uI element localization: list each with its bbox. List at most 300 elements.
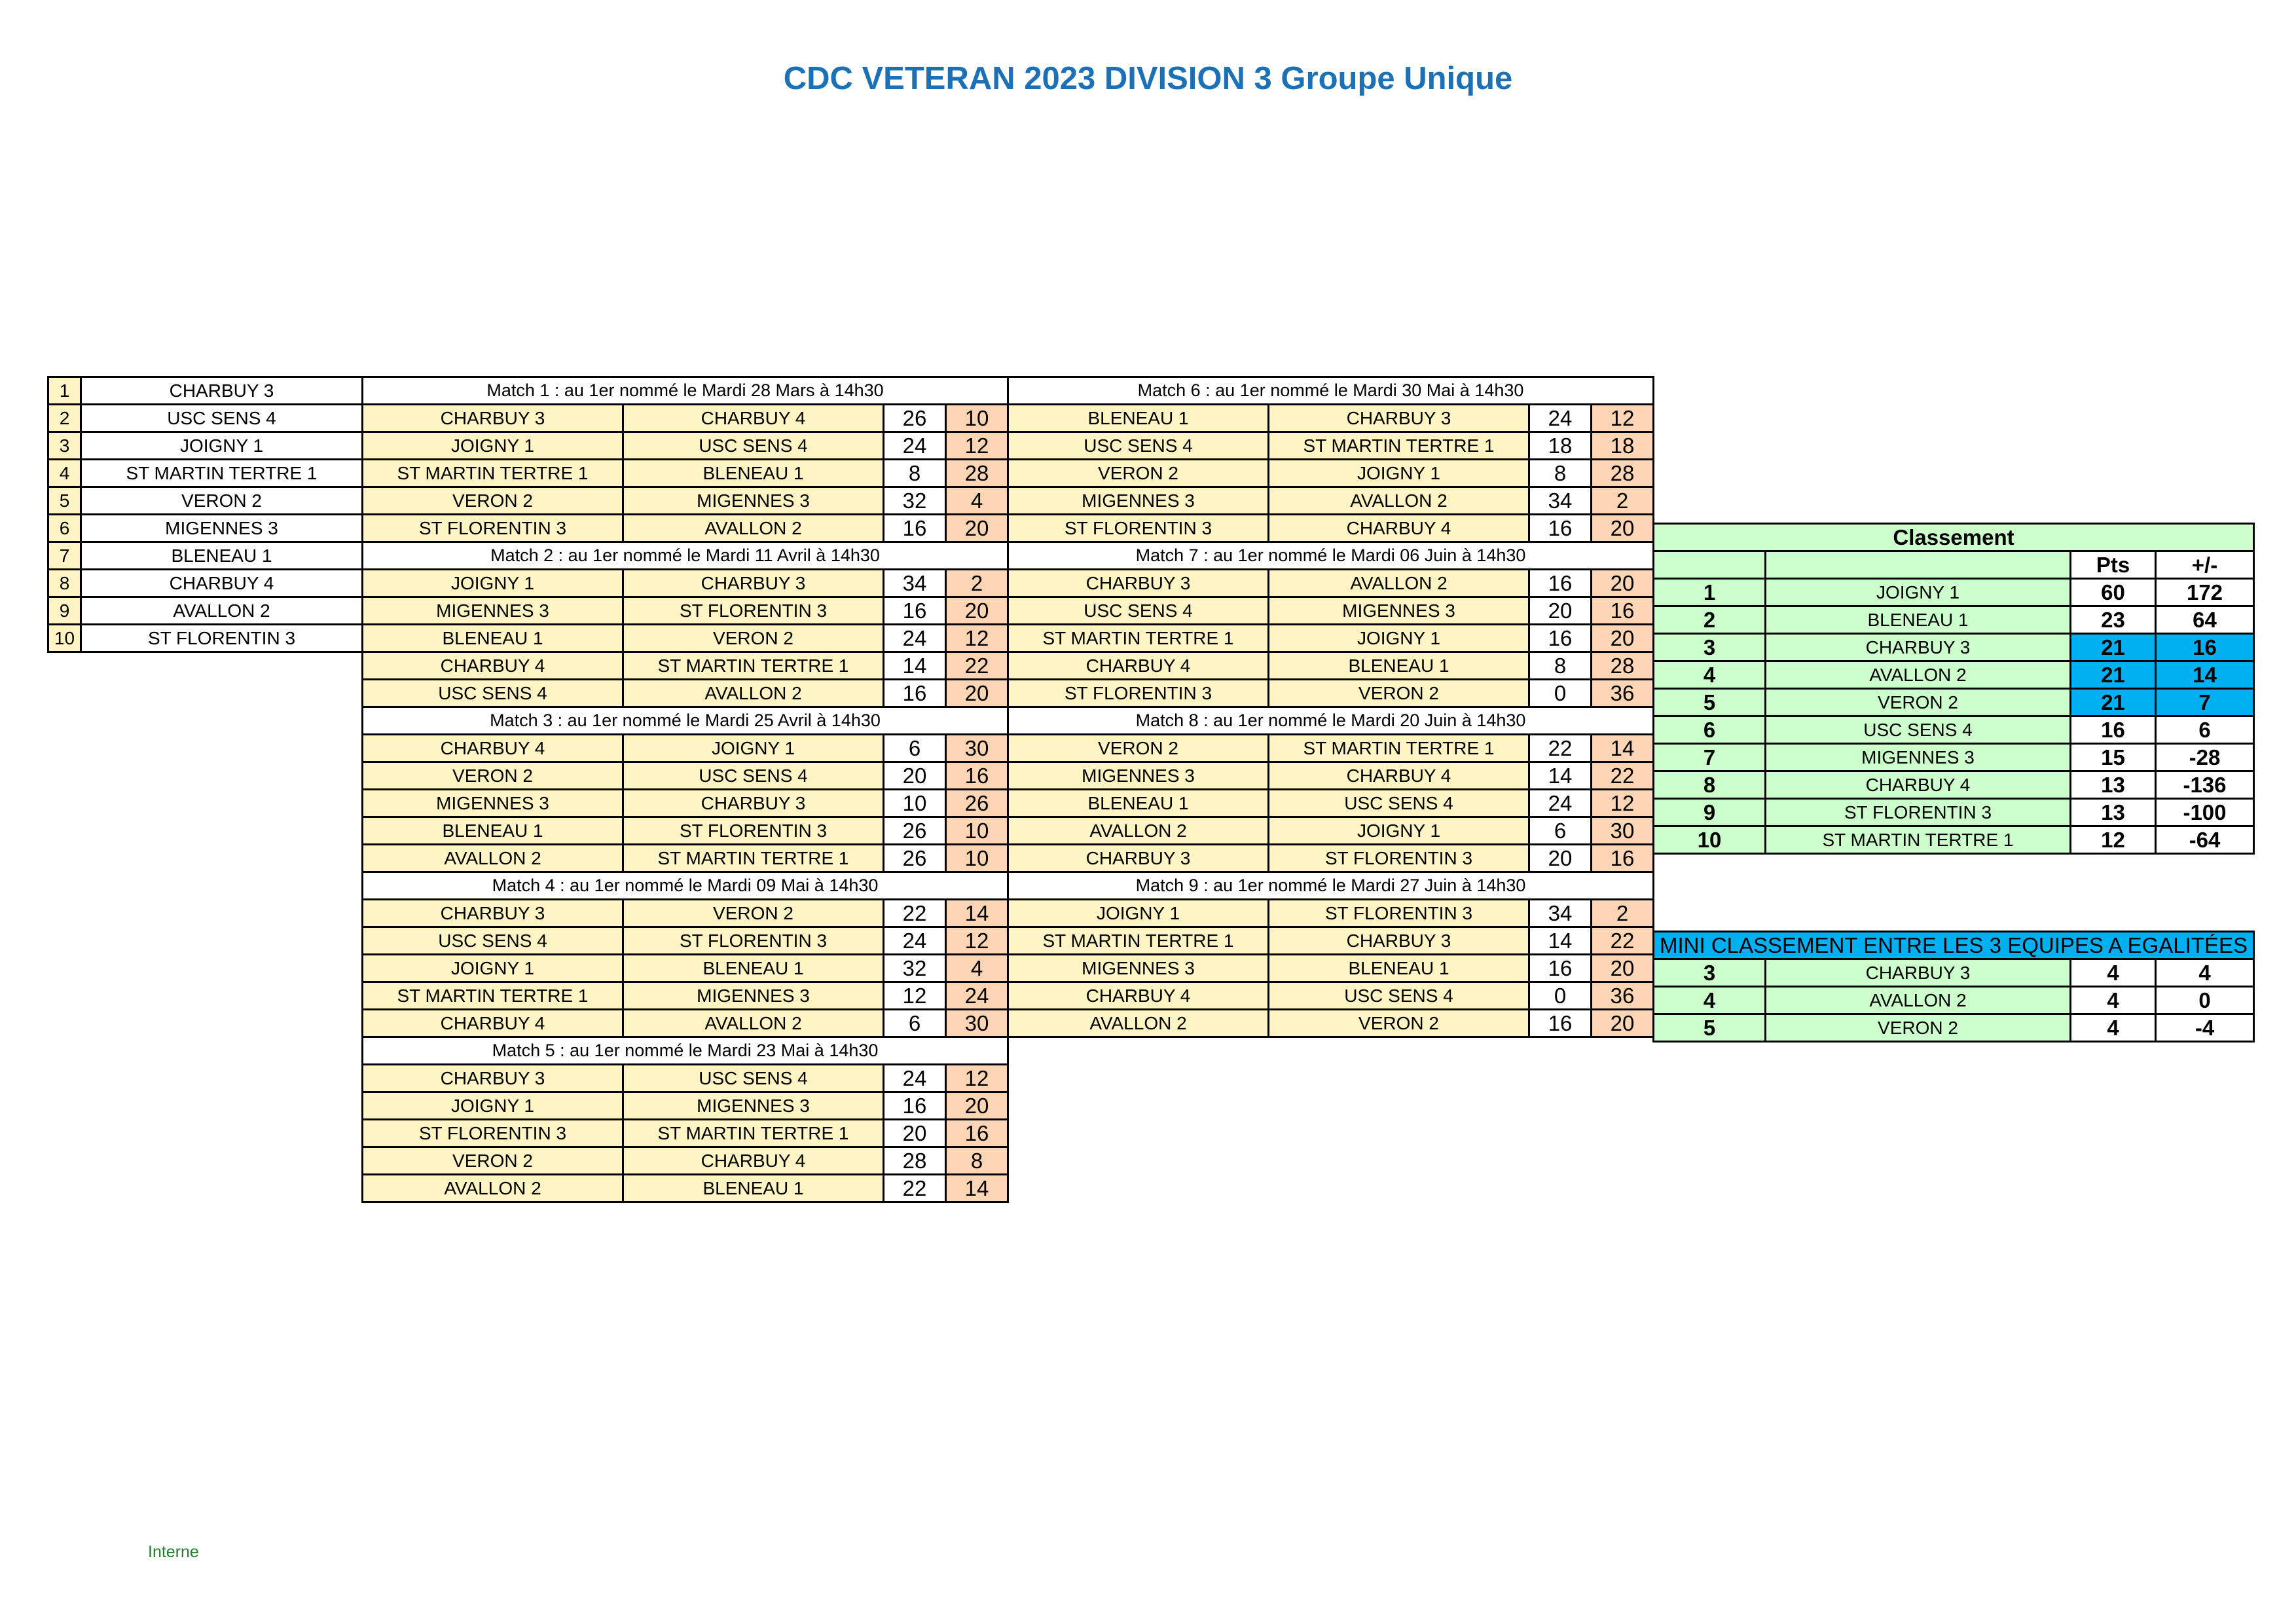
home-score: 18 (1529, 432, 1592, 460)
game-row (363, 405, 1008, 432)
home-team: JOIGNY 1 (363, 955, 623, 982)
team-row (48, 625, 363, 652)
home-score: 24 (884, 625, 946, 652)
away-score: 22 (1592, 762, 1654, 790)
match-header: Match 1 : au 1er nommé le Mardi 28 Mars à 14h30 (363, 377, 1008, 405)
home-score: 34 (884, 570, 946, 597)
game-row (1008, 432, 1654, 460)
team-name: USC SENS 4 (81, 405, 363, 432)
home-team: BLENEAU 1 (1008, 790, 1269, 817)
away-score: 20 (946, 597, 1008, 625)
game-row (363, 432, 1008, 460)
team-row (48, 460, 363, 487)
home-score: 22 (884, 900, 946, 927)
match-header: Match 6 : au 1er nommé le Mardi 30 Mai à 14h30 (1008, 377, 1654, 405)
away-score: 20 (946, 1092, 1008, 1120)
home-team: ST FLORENTIN 3 (363, 1120, 623, 1147)
classement-row (1654, 606, 2254, 634)
home-score: 10 (884, 790, 946, 817)
away-score: 28 (946, 460, 1008, 487)
header-pts: Pts (2071, 551, 2156, 579)
away-team: CHARBUY 3 (1269, 405, 1529, 432)
game-row (363, 1010, 1008, 1037)
home-score: 6 (884, 735, 946, 762)
game-row (363, 1120, 1008, 1147)
game-row (363, 762, 1008, 790)
mini-title-row (1654, 932, 2254, 959)
game-row (363, 570, 1008, 597)
rank-position: 10 (1654, 826, 1766, 854)
home-team: CHARBUY 4 (1008, 982, 1269, 1010)
away-score: 10 (946, 845, 1008, 872)
home-team: CHARBUY 3 (1008, 570, 1269, 597)
match-header-row (363, 377, 1008, 405)
home-team: VERON 2 (363, 1147, 623, 1175)
home-team: USC SENS 4 (363, 927, 623, 955)
home-score: 16 (1529, 515, 1592, 542)
away-score: 2 (1592, 487, 1654, 515)
rank-diff: -100 (2156, 799, 2254, 826)
away-score: 20 (946, 680, 1008, 707)
away-score: 22 (1592, 927, 1654, 955)
team-number: 4 (48, 460, 81, 487)
rank-points: 13 (2071, 799, 2156, 826)
home-score: 24 (884, 432, 946, 460)
home-team: JOIGNY 1 (1008, 900, 1269, 927)
rank-team: CHARBUY 3 (1766, 634, 2071, 661)
team-row (48, 515, 363, 542)
teams-table (47, 376, 363, 653)
away-score: 4 (946, 487, 1008, 515)
home-team: AVALLON 2 (363, 1175, 623, 1202)
team-number: 6 (48, 515, 81, 542)
rank-diff: 64 (2156, 606, 2254, 634)
rank-points: 15 (2071, 744, 2156, 771)
away-score: 20 (1592, 515, 1654, 542)
away-team: BLENEAU 1 (623, 460, 884, 487)
rank-team: ST FLORENTIN 3 (1766, 799, 2071, 826)
team-name: CHARBUY 4 (81, 570, 363, 597)
rank-points: 21 (2071, 689, 2156, 716)
home-score: 16 (1529, 1010, 1592, 1037)
away-team: VERON 2 (1269, 680, 1529, 707)
match-header: Match 2 : au 1er nommé le Mardi 11 Avril à 14h30 (363, 542, 1008, 570)
away-team: AVALLON 2 (623, 1010, 884, 1037)
team-number: 10 (48, 625, 81, 652)
home-team: AVALLON 2 (1008, 817, 1269, 845)
away-team: VERON 2 (623, 900, 884, 927)
home-team: AVALLON 2 (1008, 1010, 1269, 1037)
home-score: 20 (1529, 845, 1592, 872)
home-score: 24 (884, 927, 946, 955)
game-row (1008, 900, 1654, 927)
rank-position: 2 (1654, 606, 1766, 634)
matches-table-right (1007, 376, 1654, 1038)
classement-row (1654, 826, 2254, 854)
mini-team: VERON 2 (1766, 1014, 2071, 1042)
matches-table-left (361, 376, 1009, 1203)
home-score: 24 (1529, 790, 1592, 817)
game-row (1008, 845, 1654, 872)
home-team: MIGENNES 3 (1008, 762, 1269, 790)
rank-team: USC SENS 4 (1766, 716, 2071, 744)
game-row (363, 927, 1008, 955)
game-row (363, 680, 1008, 707)
team-row (48, 405, 363, 432)
away-team: BLENEAU 1 (623, 1175, 884, 1202)
match-header: Match 5 : au 1er nommé le Mardi 23 Mai à 14h30 (363, 1037, 1008, 1065)
away-score: 12 (1592, 405, 1654, 432)
home-score: 22 (1529, 735, 1592, 762)
game-row (363, 487, 1008, 515)
team-number: 3 (48, 432, 81, 460)
away-team: VERON 2 (623, 625, 884, 652)
rank-team: VERON 2 (1766, 689, 2071, 716)
away-team: BLENEAU 1 (1269, 955, 1529, 982)
page-title: CDC VETERAN 2023 DIVISION 3 Groupe Unique (783, 61, 1513, 96)
game-row (1008, 817, 1654, 845)
away-score: 12 (946, 432, 1008, 460)
home-score: 16 (1529, 570, 1592, 597)
away-team: ST FLORENTIN 3 (1269, 900, 1529, 927)
away-score: 30 (946, 1010, 1008, 1037)
home-team: CHARBUY 4 (1008, 652, 1269, 680)
home-score: 20 (884, 1120, 946, 1147)
rank-team: JOIGNY 1 (1766, 579, 2071, 606)
home-score: 14 (1529, 927, 1592, 955)
rank-team: AVALLON 2 (1766, 661, 2071, 689)
rank-diff: 16 (2156, 634, 2254, 661)
mini-position: 4 (1654, 987, 1766, 1014)
classement-row (1654, 579, 2254, 606)
away-score: 20 (1592, 570, 1654, 597)
rank-diff: 172 (2156, 579, 2254, 606)
classement-row (1654, 689, 2254, 716)
game-row (363, 652, 1008, 680)
classement-table (1652, 523, 2255, 855)
rank-points: 12 (2071, 826, 2156, 854)
home-team: VERON 2 (1008, 735, 1269, 762)
game-row (1008, 982, 1654, 1010)
home-score: 28 (884, 1147, 946, 1175)
home-score: 24 (1529, 405, 1592, 432)
home-team: CHARBUY 3 (1008, 845, 1269, 872)
match-header-row (363, 707, 1008, 735)
rank-points: 13 (2071, 771, 2156, 799)
game-row (1008, 790, 1654, 817)
home-team: AVALLON 2 (363, 845, 623, 872)
home-score: 16 (884, 1092, 946, 1120)
game-row (1008, 762, 1654, 790)
game-row (363, 900, 1008, 927)
team-name: BLENEAU 1 (81, 542, 363, 570)
home-team: VERON 2 (1008, 460, 1269, 487)
classement-row (1654, 744, 2254, 771)
home-score: 16 (1529, 625, 1592, 652)
team-number: 1 (48, 377, 81, 405)
home-score: 8 (884, 460, 946, 487)
away-team: AVALLON 2 (623, 515, 884, 542)
game-row (1008, 515, 1654, 542)
match-header: Match 3 : au 1er nommé le Mardi 25 Avril à 14h30 (363, 707, 1008, 735)
home-team: BLENEAU 1 (363, 817, 623, 845)
away-team: ST FLORENTIN 3 (623, 817, 884, 845)
away-team: ST MARTIN TERTRE 1 (623, 652, 884, 680)
away-score: 28 (1592, 460, 1654, 487)
game-row (1008, 597, 1654, 625)
rank-position: 9 (1654, 799, 1766, 826)
game-row (1008, 955, 1654, 982)
mini-diff: 0 (2156, 987, 2254, 1014)
match-header: Match 9 : au 1er nommé le Mardi 27 Juin à 14h30 (1008, 872, 1654, 900)
away-score: 10 (946, 817, 1008, 845)
team-name: CHARBUY 3 (81, 377, 363, 405)
away-team: MIGENNES 3 (623, 487, 884, 515)
home-team: VERON 2 (363, 762, 623, 790)
away-team: MIGENNES 3 (623, 982, 884, 1010)
game-row (363, 735, 1008, 762)
mini-classement-title: MINI CLASSEMENT ENTRE LES 3 EQUIPES A EGALITÉES (1654, 932, 2254, 959)
team-row (48, 542, 363, 570)
away-score: 14 (946, 900, 1008, 927)
rank-position: 6 (1654, 716, 1766, 744)
home-team: CHARBUY 4 (363, 1010, 623, 1037)
home-team: ST FLORENTIN 3 (363, 515, 623, 542)
game-row (363, 1175, 1008, 1202)
rank-team: MIGENNES 3 (1766, 744, 2071, 771)
home-team: VERON 2 (363, 487, 623, 515)
away-score: 20 (946, 515, 1008, 542)
home-score: 26 (884, 405, 946, 432)
home-score: 6 (884, 1010, 946, 1037)
mini-points: 4 (2071, 1014, 2156, 1042)
home-team: MIGENNES 3 (1008, 487, 1269, 515)
home-score: 20 (1529, 597, 1592, 625)
away-team: USC SENS 4 (1269, 982, 1529, 1010)
rank-diff: 7 (2156, 689, 2254, 716)
header-diff: +/- (2156, 551, 2254, 579)
team-name: ST MARTIN TERTRE 1 (81, 460, 363, 487)
header-blank (1766, 551, 2071, 579)
away-team: ST FLORENTIN 3 (623, 927, 884, 955)
classement-row (1654, 799, 2254, 826)
home-team: ST MARTIN TERTRE 1 (363, 460, 623, 487)
home-score: 12 (884, 982, 946, 1010)
home-team: MIGENNES 3 (363, 790, 623, 817)
game-row (363, 790, 1008, 817)
mini-diff: -4 (2156, 1014, 2254, 1042)
away-score: 22 (946, 652, 1008, 680)
classement-row (1654, 771, 2254, 799)
mini-diff: 4 (2156, 959, 2254, 987)
game-row (363, 515, 1008, 542)
home-team: ST FLORENTIN 3 (1008, 680, 1269, 707)
rank-points: 16 (2071, 716, 2156, 744)
away-team: ST MARTIN TERTRE 1 (1269, 432, 1529, 460)
game-row (363, 625, 1008, 652)
team-row (48, 432, 363, 460)
game-row (1008, 625, 1654, 652)
away-team: ST FLORENTIN 3 (1269, 845, 1529, 872)
away-score: 10 (946, 405, 1008, 432)
rank-position: 5 (1654, 689, 1766, 716)
away-score: 30 (1592, 817, 1654, 845)
away-score: 18 (1592, 432, 1654, 460)
away-team: CHARBUY 3 (623, 570, 884, 597)
team-row (48, 377, 363, 405)
home-team: BLENEAU 1 (1008, 405, 1269, 432)
away-score: 20 (1592, 955, 1654, 982)
rank-team: BLENEAU 1 (1766, 606, 2071, 634)
away-score: 8 (946, 1147, 1008, 1175)
rank-team: ST MARTIN TERTRE 1 (1766, 826, 2071, 854)
mini-points: 4 (2071, 959, 2156, 987)
match-header-row (363, 542, 1008, 570)
home-team: CHARBUY 3 (363, 900, 623, 927)
home-score: 0 (1529, 982, 1592, 1010)
away-team: USC SENS 4 (623, 432, 884, 460)
home-score: 8 (1529, 652, 1592, 680)
away-team: AVALLON 2 (623, 680, 884, 707)
away-team: CHARBUY 3 (1269, 927, 1529, 955)
away-score: 12 (946, 927, 1008, 955)
home-team: USC SENS 4 (1008, 432, 1269, 460)
away-score: 14 (946, 1175, 1008, 1202)
team-name: VERON 2 (81, 487, 363, 515)
away-score: 4 (946, 955, 1008, 982)
home-score: 26 (884, 817, 946, 845)
away-score: 36 (1592, 982, 1654, 1010)
match-header-row (1008, 542, 1654, 570)
away-team: CHARBUY 4 (623, 1147, 884, 1175)
match-header-row (363, 1037, 1008, 1065)
game-row (1008, 487, 1654, 515)
home-score: 34 (1529, 487, 1592, 515)
away-score: 12 (946, 625, 1008, 652)
game-row (363, 460, 1008, 487)
home-team: CHARBUY 3 (363, 1065, 623, 1092)
team-number: 5 (48, 487, 81, 515)
match-header: Match 7 : au 1er nommé le Mardi 06 Juin à 14h30 (1008, 542, 1654, 570)
home-team: USC SENS 4 (363, 680, 623, 707)
away-team: CHARBUY 4 (1269, 762, 1529, 790)
game-row (1008, 735, 1654, 762)
away-team: JOIGNY 1 (1269, 625, 1529, 652)
away-team: ST FLORENTIN 3 (623, 597, 884, 625)
away-team: ST MARTIN TERTRE 1 (623, 845, 884, 872)
game-row (1008, 927, 1654, 955)
mini-row (1654, 987, 2254, 1014)
home-score: 14 (884, 652, 946, 680)
home-team: ST MARTIN TERTRE 1 (363, 982, 623, 1010)
away-score: 2 (1592, 900, 1654, 927)
rank-team: CHARBUY 4 (1766, 771, 2071, 799)
away-team: ST MARTIN TERTRE 1 (1269, 735, 1529, 762)
home-team: ST MARTIN TERTRE 1 (1008, 625, 1269, 652)
classement-row (1654, 634, 2254, 661)
rank-position: 7 (1654, 744, 1766, 771)
game-row (363, 597, 1008, 625)
classement-title-row (1654, 524, 2254, 551)
away-team: CHARBUY 4 (1269, 515, 1529, 542)
rank-points: 21 (2071, 661, 2156, 689)
rank-diff: -136 (2156, 771, 2254, 799)
match-header: Match 4 : au 1er nommé le Mardi 09 Mai à 14h30 (363, 872, 1008, 900)
away-team: USC SENS 4 (1269, 790, 1529, 817)
away-team: AVALLON 2 (1269, 570, 1529, 597)
rank-points: 21 (2071, 634, 2156, 661)
home-team: CHARBUY 4 (363, 652, 623, 680)
away-team: MIGENNES 3 (623, 1092, 884, 1120)
mini-team: AVALLON 2 (1766, 987, 2071, 1014)
home-score: 32 (884, 955, 946, 982)
game-row (1008, 1010, 1654, 1037)
mini-position: 5 (1654, 1014, 1766, 1042)
match-header-row (1008, 377, 1654, 405)
team-name: AVALLON 2 (81, 597, 363, 625)
home-score: 0 (1529, 680, 1592, 707)
away-team: USC SENS 4 (623, 762, 884, 790)
game-row (363, 1147, 1008, 1175)
away-score: 20 (1592, 625, 1654, 652)
away-team: BLENEAU 1 (623, 955, 884, 982)
mini-team: CHARBUY 3 (1766, 959, 2071, 987)
game-row (363, 982, 1008, 1010)
home-score: 32 (884, 487, 946, 515)
match-header-row (1008, 707, 1654, 735)
away-score: 28 (1592, 652, 1654, 680)
away-score: 16 (946, 762, 1008, 790)
away-score: 16 (1592, 597, 1654, 625)
home-score: 26 (884, 845, 946, 872)
away-team: CHARBUY 3 (623, 790, 884, 817)
game-row (363, 817, 1008, 845)
home-team: MIGENNES 3 (363, 597, 623, 625)
classement-row (1654, 661, 2254, 689)
team-name: MIGENNES 3 (81, 515, 363, 542)
away-team: BLENEAU 1 (1269, 652, 1529, 680)
away-team: USC SENS 4 (623, 1065, 884, 1092)
away-score: 24 (946, 982, 1008, 1010)
away-score: 12 (1592, 790, 1654, 817)
game-row (363, 955, 1008, 982)
team-row (48, 570, 363, 597)
game-row (1008, 405, 1654, 432)
team-name: ST FLORENTIN 3 (81, 625, 363, 652)
away-score: 14 (1592, 735, 1654, 762)
rank-points: 60 (2071, 579, 2156, 606)
away-score: 30 (946, 735, 1008, 762)
mini-row (1654, 1014, 2254, 1042)
match-header-row (363, 872, 1008, 900)
away-team: JOIGNY 1 (623, 735, 884, 762)
home-score: 34 (1529, 900, 1592, 927)
classement-row (1654, 716, 2254, 744)
rank-position: 3 (1654, 634, 1766, 661)
home-team: MIGENNES 3 (1008, 955, 1269, 982)
home-team: USC SENS 4 (1008, 597, 1269, 625)
home-score: 22 (884, 1175, 946, 1202)
rank-diff: 14 (2156, 661, 2254, 689)
home-team: BLENEAU 1 (363, 625, 623, 652)
home-team: JOIGNY 1 (363, 432, 623, 460)
away-score: 20 (1592, 1010, 1654, 1037)
rank-position: 8 (1654, 771, 1766, 799)
classement-title: Classement (1654, 524, 2254, 551)
footer-label: Interne (148, 1543, 199, 1561)
game-row (363, 845, 1008, 872)
team-row (48, 487, 363, 515)
